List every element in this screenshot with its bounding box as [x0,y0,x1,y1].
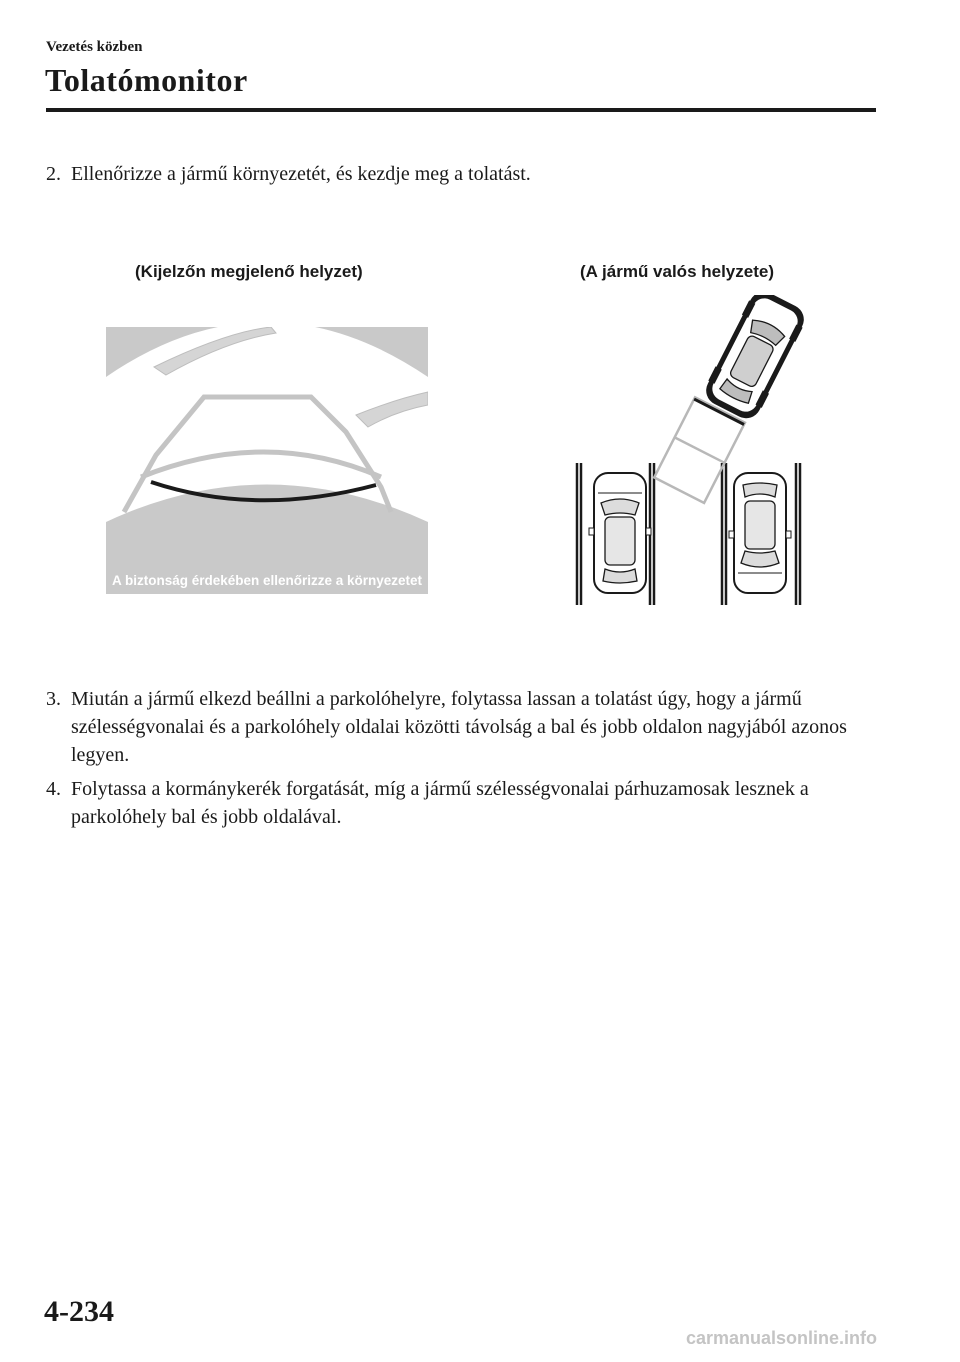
step-number: 3. [46,688,61,710]
reversing-car [700,295,810,424]
step-3 [46,685,876,769]
display-caption: (Kijelzőn megjelenő helyzet) [135,262,363,281]
step-4 [46,775,876,831]
watermark: carmanualsonline.info [686,1328,878,1348]
step-text: Ellenőrizze a jármű környezetét, és kezdje meg a tolatást. [71,163,531,185]
step-text: Miután a jármű elkezd beállni a parkolóhelyre, folytassa lassan a tolatást úgy, hogy a jármű szélességvonalai és a parkolóhely oldalai közötti távolság a bal és jobb oldalon nagyjából azonos legyen. [71,688,847,766]
section-label: Vezetés közben [46,39,143,55]
step-number: 4. [46,778,61,800]
page-number: 4-234 [44,1295,114,1328]
actual-caption: (A jármű valós helyzete) [580,262,774,281]
monitor-display-illustration [106,327,428,594]
step-text: Folytassa a kormánykerék forgatását, míg a jármű szélességvonalai párhuzamosak lesznek a parkolóhely bal és jobb oldalával. [71,778,809,828]
parked-car-left [589,473,651,593]
parked-car-right [729,473,791,593]
page-title: Tolatómonitor [45,62,248,98]
step-2 [46,160,876,188]
title-rule [46,108,876,112]
guide-lines [654,397,745,503]
screen-warning-text: A biztonság érdekében ellenőrizze a környezetet [111,573,423,588]
step-number: 2. [46,163,61,185]
parking-diagram [560,295,820,610]
